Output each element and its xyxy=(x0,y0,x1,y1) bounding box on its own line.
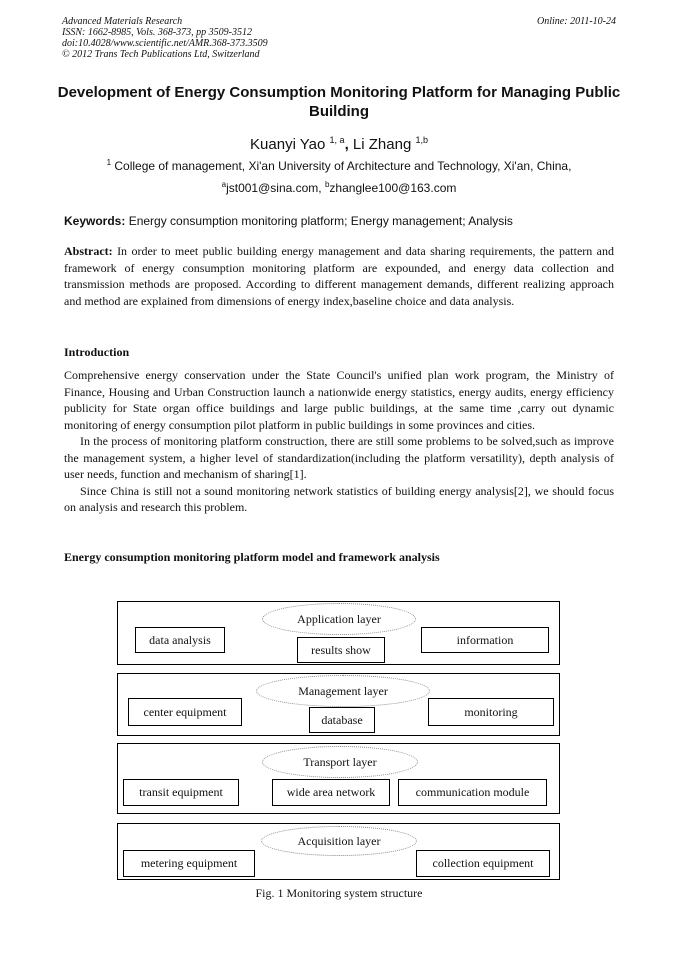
mgmt-box-database: database xyxy=(309,707,375,733)
intro-paragraph-1: Comprehensive energy conservation under the State Council's unified plan work program, the Ministry of Finance, Housing and Urban Construction launch a nationwide energy statistics, energy audits, energy efficiency publicity for State organ office buildings and large public buildings, at the same time ,carry out dynamic monitoring of energy consumption pilot platform in public buildings in some provinces and cities. xyxy=(64,368,614,432)
affiliation-text: College of management, Xi'an University of Architecture and Technology, Xi'an, China, xyxy=(114,159,572,173)
keywords-label: Keywords: xyxy=(64,214,126,228)
paper-title: Development of Energy Consumption Monitoring Platform for Managing Public Building xyxy=(57,84,621,120)
mgmt-box-center-equipment: center equipment xyxy=(128,698,242,726)
doi-line: doi:10.4028/www.scientific.net/AMR.368-373.3509 xyxy=(62,38,268,49)
author-separator: , xyxy=(344,136,353,153)
journal-header xyxy=(62,16,268,60)
author-line xyxy=(40,130,638,155)
copyright-line: © 2012 Trans Tech Publications Ltd, Switzerland xyxy=(62,49,260,60)
acq-box-collection-equipment: collection equipment xyxy=(416,850,550,877)
section-heading-framework: Energy consumption monitoring platform model and framework analysis xyxy=(64,550,440,564)
issn-line: ISSN: 1662-8985, Vols. 368-373, pp 3509-3512 xyxy=(62,27,252,38)
affiliation-sup: 1 xyxy=(106,158,112,167)
acq-box-metering-equipment: metering equipment xyxy=(123,850,255,877)
online-date: Online: 2011-10-24 xyxy=(537,16,616,27)
author-2-sup: 1,b xyxy=(415,135,428,145)
author-1-sup: 1, a xyxy=(329,135,345,145)
author-1: Kuanyi Yao xyxy=(250,136,326,153)
email-2: zhanglee100@163.com xyxy=(329,181,457,195)
introduction-body xyxy=(64,367,614,516)
transport-box-wide-area-network: wide area network xyxy=(272,779,390,806)
mgmt-box-monitoring: monitoring xyxy=(428,698,554,726)
intro-paragraph-3: Since China is still not a sound monitoring network statistics of building energy analysis[2], we should focus on analysis and research this problem. xyxy=(64,483,614,514)
transport-box-communication-module: communication module xyxy=(398,779,547,806)
email-2-sup: b xyxy=(324,180,330,189)
introduction-heading: Introduction xyxy=(64,345,130,359)
transport-box-transit-equipment: transit equipment xyxy=(123,779,239,806)
keywords-text: Energy consumption monitoring platform; Energy management; Analysis xyxy=(128,214,513,228)
abstract-label: Abstract: xyxy=(64,244,113,258)
management-layer-title: Management layer xyxy=(256,675,430,707)
app-box-data-analysis: data analysis xyxy=(135,627,225,653)
intro-paragraph-2: In the process of monitoring platform construction, there are still some problems to be solved,such as improve the management system, a higher level of standardization(including the platform versatility), depth analysis of user needs, function and mechanism of sharing[1]. xyxy=(64,434,614,481)
abstract xyxy=(64,243,614,309)
acquisition-layer-title: Acquisition layer xyxy=(261,826,417,856)
figure-caption: Fig. 1 Monitoring system structure xyxy=(255,886,423,900)
email-1: jst001@sina.com, xyxy=(226,181,325,195)
affiliation xyxy=(40,156,638,173)
author-2: Li Zhang xyxy=(352,136,412,153)
transport-layer-title: Transport layer xyxy=(262,746,418,778)
abstract-text: In order to meet public building energy management and data sharing requirements, the pattern and framework of energy consumption monitoring platform are expounded, and energy data collection and transmission methods are proposed. According to different management demands, different realizing approach and method are explained from dimensions of energy index,baseline choice and data analysis. xyxy=(64,244,614,308)
application-layer-title: Application layer xyxy=(262,603,416,635)
email-line xyxy=(40,178,638,195)
keywords xyxy=(64,214,616,229)
app-box-results-show: results show xyxy=(297,637,385,663)
app-box-information: information xyxy=(421,627,549,653)
email-1-sup: a xyxy=(221,180,227,189)
journal-name: Advanced Materials Research xyxy=(62,16,183,27)
